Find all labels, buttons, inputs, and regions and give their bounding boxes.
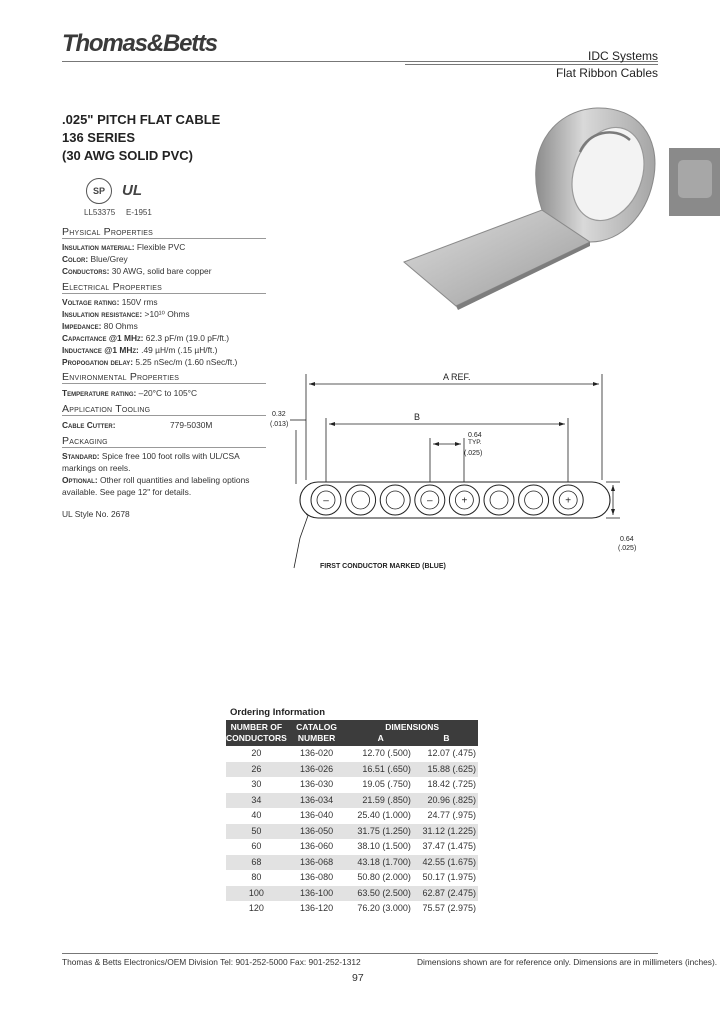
page-number: 97 [352, 972, 364, 984]
table-row [226, 855, 478, 871]
spec-value: –20°C to 105°C [136, 388, 198, 398]
spec-value: Spice free 100 foot rolls with UL/CSA markings on reels. [62, 451, 240, 473]
cell-dim-a: 12.70 (.500) [362, 748, 411, 758]
head-conductors-2: CONDUCTORS [226, 733, 287, 743]
spec-line [62, 242, 185, 252]
spec-line [62, 297, 158, 307]
cell-catalog: 136-026 [287, 762, 347, 778]
spec-label: Cable Cutter: [62, 420, 116, 430]
cell-dim-a: 43.18 (1.700) [346, 855, 415, 871]
cell-catalog: 136-030 [300, 779, 334, 789]
spec-label: Optional: [62, 475, 98, 485]
conductor-polarity-mark: + [461, 495, 468, 507]
flat-cable-photo [392, 92, 664, 314]
spec-value: Blue/Grey [88, 254, 128, 264]
ul-style-number: UL Style No. 2678 [62, 509, 130, 519]
spec-value: 80 Ohms [101, 321, 138, 331]
spec-value: 62.3 pF/m (19.0 pF/ft.) [143, 333, 230, 343]
ul-number: E-1951 [126, 208, 152, 217]
head-conductors-1: NUMBER OF [230, 722, 283, 732]
product-title: .025" PITCH FLAT CABLE [62, 112, 221, 127]
spec-label: Impedance: [62, 321, 102, 331]
left-offset-in: (.013) [270, 421, 289, 428]
cell-catalog: 136-050 [287, 824, 347, 840]
table-row [226, 777, 478, 793]
ul-mark-icon: UL [122, 182, 142, 199]
pitch-mm: 0.64 [468, 432, 482, 439]
head-dim-a: A [346, 733, 415, 746]
cell-dim-b: 24.77 (.975) [427, 810, 476, 820]
pitch-in: (.025) [464, 450, 483, 457]
cell-conductors: 40 [251, 810, 262, 820]
csa-mark-icon: SP [86, 178, 112, 204]
cell-conductors: 34 [226, 793, 287, 809]
footer-contact: Thomas & Betts Electronics/OEM Division Tel: 901-252-5000 Fax: 901-252-1312 [62, 957, 361, 967]
cell-dim-b: 31.12 (1.225) [415, 824, 478, 840]
spec-line [62, 333, 229, 343]
conductor-insulation [346, 485, 376, 515]
conductor-polarity-mark: – [323, 495, 329, 507]
spec-value: >10¹⁰ Ohms [142, 309, 190, 319]
cell-dim-b: 42.55 (1.675) [415, 855, 478, 871]
spec-line [62, 357, 237, 367]
head-dimensions: DIMENSIONS [346, 720, 478, 733]
table-row [226, 824, 478, 840]
head-catalog-2: NUMBER [297, 733, 336, 743]
spec-value: Other roll quantities and labeling options available. See page 12" for details. [62, 475, 250, 497]
spec-label: Propogation delay: [62, 357, 134, 367]
head-conductors [226, 720, 287, 746]
cell-catalog: 136-080 [300, 872, 334, 882]
head-catalog-1: CATALOG [296, 722, 337, 732]
spec-line [62, 321, 138, 331]
table-row [226, 808, 478, 824]
spec-label: Insulation material: [62, 242, 135, 252]
cell-dim-a: 19.05 (.750) [362, 779, 411, 789]
physical-heading: Physical Properties [62, 226, 266, 239]
table-row [226, 746, 478, 762]
footer-disclaimer: Dimensions shown are for reference only. Dimensions are in millimeters (inches). [417, 957, 718, 967]
table-row [226, 839, 478, 855]
spec-line [62, 254, 128, 264]
spec-value: 779-5030M [170, 420, 213, 430]
footer-rule [62, 953, 658, 954]
cell-dim-a: 63.50 (2.500) [346, 886, 415, 902]
spec-line [62, 309, 190, 319]
cell-catalog: 136-068 [287, 855, 347, 871]
cell-dim-b: 12.07 (.475) [427, 748, 476, 758]
cell-dim-b: 18.42 (.725) [427, 779, 476, 789]
height-mm: 0.64 [620, 536, 634, 543]
header-rule [62, 61, 658, 62]
packaging-heading: Packaging [62, 435, 266, 448]
cell-dim-b: 37.47 (1.475) [422, 841, 476, 851]
table-row [226, 901, 478, 917]
head-dim-b: B [415, 733, 478, 746]
cell-dim-b: 15.88 (.625) [415, 762, 478, 778]
cell-dim-b: 20.96 (.825) [415, 793, 478, 809]
spec-line [62, 420, 116, 430]
cell-dim-a: 21.59 (.850) [346, 793, 415, 809]
spec-line [62, 388, 197, 398]
spec-label: Inductance @1 MHz: [62, 345, 139, 355]
cell-catalog: 136-120 [300, 903, 334, 913]
table-row [226, 886, 478, 902]
table-row [226, 793, 478, 809]
conductor-polarity-mark: – [427, 495, 433, 507]
product-series: 136 SERIES [62, 130, 135, 145]
spec-label: Standard: [62, 451, 100, 461]
spec-value: Flexible PVC [134, 242, 186, 252]
spec-label: Color: [62, 254, 89, 264]
cell-dim-a: 25.40 (1.000) [357, 810, 411, 820]
header-subcategory: Flat Ribbon Cables [555, 66, 658, 80]
spec-label: Temperature rating: [62, 388, 137, 398]
ordering-table [226, 720, 478, 917]
conductor-insulation [484, 485, 514, 515]
ordering-title: Ordering Information [230, 707, 325, 718]
conductor-polarity-mark: + [565, 495, 572, 507]
cable-dimension-drawing [268, 360, 648, 578]
cell-conductors: 26 [226, 762, 287, 778]
dim-b-label: B [414, 412, 421, 422]
cell-conductors: 50 [226, 824, 287, 840]
cell-catalog: 136-040 [300, 810, 334, 820]
thomas-betts-logo: Thomas&Betts [62, 30, 217, 57]
cell-conductors: 80 [251, 872, 262, 882]
csa-number: LL53375 [84, 208, 116, 217]
first-conductor-note: FIRST CONDUCTOR MARKED (BLUE) [320, 563, 446, 570]
cell-conductors: 120 [248, 903, 264, 913]
tooling-heading: Application Tooling [62, 403, 266, 416]
spec-value: .49 µH/m (.15 µH/ft.) [138, 345, 218, 355]
cell-conductors: 68 [226, 855, 287, 871]
table-row [226, 762, 478, 778]
cell-catalog: 136-020 [300, 748, 334, 758]
spec-label: Voltage rating: [62, 297, 120, 307]
conductor-insulation [380, 485, 410, 515]
spec-value: 30 AWG, solid bare copper [109, 266, 212, 276]
cell-dim-b: 62.87 (2.475) [415, 886, 478, 902]
table-row [226, 870, 478, 886]
product-spec: (30 AWG SOLID PVC) [62, 148, 193, 163]
header-subrule [405, 64, 658, 65]
spec-label: Capacitance @1 MHz: [62, 333, 144, 343]
ordering-rows [226, 746, 478, 917]
cell-dim-a: 50.80 (2.000) [357, 872, 411, 882]
environmental-heading: Environmental Properties [62, 371, 266, 384]
cell-dim-a: 31.75 (1.250) [346, 824, 415, 840]
header-category: IDC Systems [587, 49, 658, 63]
cell-catalog: 136-100 [287, 886, 347, 902]
spec-label: Conductors: [62, 266, 110, 276]
cell-dim-b: 50.17 (1.975) [422, 872, 476, 882]
left-offset-mm: 0.32 [272, 411, 286, 418]
section-tab-icon [678, 160, 712, 198]
cell-dim-a: 38.10 (1.500) [357, 841, 411, 851]
cell-conductors: 60 [251, 841, 262, 851]
cell-catalog: 136-060 [300, 841, 334, 851]
dim-a-label: A REF. [443, 372, 471, 382]
cell-dim-a: 16.51 (.650) [346, 762, 415, 778]
height-in: (.025) [618, 545, 637, 552]
packaging-optional [62, 474, 272, 498]
spec-value: 150V rms [119, 297, 158, 307]
packaging-standard [62, 450, 272, 474]
cell-conductors: 100 [226, 886, 287, 902]
spec-line [62, 345, 217, 355]
spec-line [62, 266, 212, 276]
cell-dim-a: 76.20 (3.000) [357, 903, 411, 913]
spec-label: Insulation resistance: [62, 309, 143, 319]
cell-conductors: 20 [251, 748, 262, 758]
cell-conductors: 30 [251, 779, 262, 789]
cell-catalog: 136-034 [287, 793, 347, 809]
spec-value: 5.25 nSec/m (1.60 nSec/ft.) [133, 357, 238, 367]
cell-dim-b: 75.57 (2.975) [422, 903, 476, 913]
head-catalog [287, 720, 347, 746]
electrical-heading: Electrical Properties [62, 281, 266, 294]
conductor-insulation [519, 485, 549, 515]
pitch-label: TYP. [468, 439, 482, 446]
